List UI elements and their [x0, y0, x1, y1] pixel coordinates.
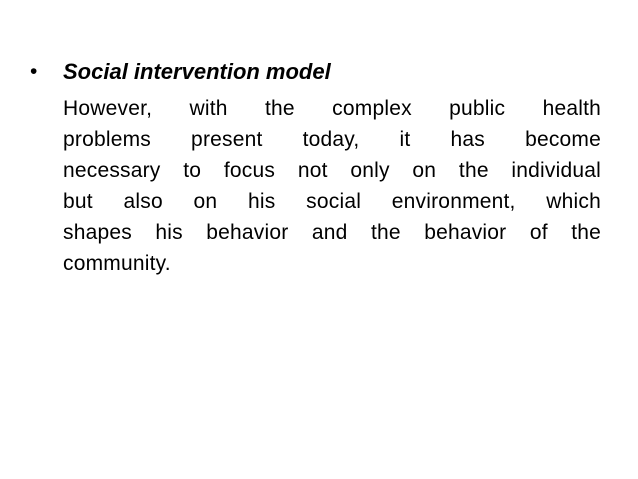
body-paragraph: [63, 93, 601, 279]
bullet-icon: •: [30, 59, 38, 83]
paragraph-line: necessary to focus not only on the individual: [63, 159, 601, 182]
paragraph-line: problems present today, it has become: [63, 128, 601, 151]
paragraph-line: shapes his behavior and the behavior of the: [63, 221, 601, 244]
paragraph-line: However, with the complex public health: [63, 97, 601, 120]
bullet-item: [30, 55, 610, 89]
paragraph-line: community.: [63, 252, 171, 275]
bullet-heading: Social intervention model: [63, 59, 331, 84]
paragraph-line: but also on his social environment, which: [63, 190, 601, 213]
